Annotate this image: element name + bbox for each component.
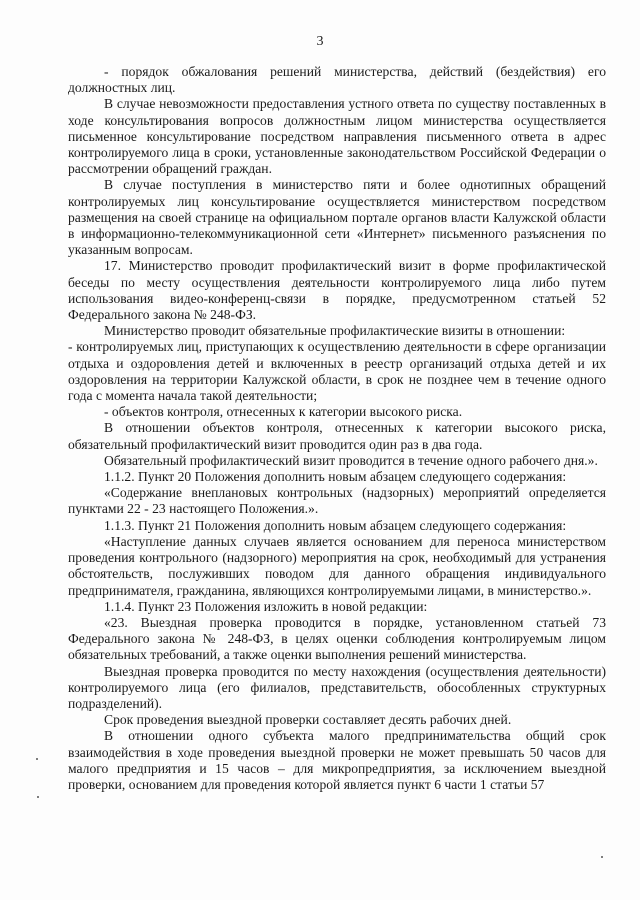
scan-speck: [36, 758, 38, 760]
paragraph-1-1-3: 1.1.3. Пункт 21 Положения дополнить новым абзацем следующего содержания:: [104, 517, 567, 533]
paragraph-item-23: «23. Выездная проверка проводится в порядке, установленном статьей 73 Федерального закона № 248-ФЗ, в целях оценки соблюдения контролируемым лицом обязательных требований, а также оценки выполнения решений министерства.: [68, 614, 606, 663]
paragraph-item-17: 17. Министерство проводит профилактический визит в форме профилактической беседы по месту осуществления деятельности контролируемого лица либо путем использования видео-конференц-связи в порядке, предусмотренном статьей 52 Федерального закона № 248-ФЗ.: [68, 258, 606, 323]
paragraph-inspection-location: Выездная проверка проводится по месту нахождения (осуществления деятельности) контролируемого лица (его филиалов, представительств, обособленных структурных подразделений).: [68, 663, 606, 711]
paragraph-mandatory-visits: Министерство проводит обязательные профилактические визиты в отношении:: [104, 323, 566, 339]
scan-speck: [601, 856, 603, 858]
paragraph-controlled-persons: - контролируемых лиц, приступающих к осуществлению деятельности в сфере организации отдыха и оздоровления детей и включенных в реестр организаций отдыха детей и их оздоровления на территории Калужской области, в срок не позднее чем в течение одного года с момента начала такой деятельности;: [68, 339, 606, 404]
document-body: [68, 64, 606, 793]
paragraph-visit-frequency: В отношении объектов контроля, отнесенных к категории высокого риска, обязательный профилактический визит проводится один раз в два года.: [68, 420, 606, 452]
page-number: 3: [316, 34, 324, 49]
paragraph-1-1-2: 1.1.2. Пункт 20 Положения дополнить новым абзацем следующего содержания:: [104, 469, 567, 485]
paragraph-similar-requests: В случае поступления в министерство пяти и более однотипных обращений контролируемых лиц консультирование осуществляется министерством посредством размещения на своей странице на официальном портале органов власти Калужской области в информационно-телекоммуникационной сети «Интернет» письменного разъяснения по указанным вопросам.: [68, 177, 606, 258]
paragraph-small-business-limit: В отношении одного субъекта малого предпринимательства общий срок взаимодействия в ходе проведения выездной проверки не может превышать 50 часов для малого предприятия и 15 часов – для микропредприятия, за исключением выездной проверки, основанием для проведения которой является пункт 6 части 1 статьи 57: [68, 728, 606, 792]
paragraph-1-1-4: 1.1.4. Пункт 23 Положения изложить в новой редакции:: [104, 598, 428, 614]
paragraph-high-risk-objects: - объектов контроля, отнесенных к категории высокого риска.: [104, 404, 463, 420]
paragraph-inspection-term: Срок проведения выездной проверки составляет десять рабочих дней.: [104, 712, 512, 728]
paragraph-postponement: «Наступление данных случаев является основанием для переноса министерством проведения контрольного (надзорного) мероприятия на срок, необходимый для устранения обстоятельств, послуживших поводом для данного обращения индивидуального предпринимателя, гражданина, являющихся контролируемыми лицами, в министерство.».: [68, 533, 606, 598]
paragraph-written-consultation: В случае невозможности предоставления устного ответа по существу поставленных в ходе консультирования вопросов должностным лицом министерства осуществляется письменное консультирование посредством направления письменного ответа в адрес контролируемого лица в сроки, установленные законодательством Российской Федерации о рассмотрении обращений граждан.: [68, 96, 606, 177]
paragraph-unscheduled-measures: «Содержание внеплановых контрольных (надзорных) мероприятий определяется пунктами 22 - 23 настоящего Положения.».: [68, 485, 606, 517]
paragraph-appeal-procedure: - порядок обжалования решений министерства, действий (бездействия) его должностных лиц.: [68, 64, 606, 96]
paragraph-visit-duration: Обязательный профилактический визит проводится в течение одного рабочего дня.».: [104, 452, 598, 468]
scan-speck: [37, 796, 39, 798]
